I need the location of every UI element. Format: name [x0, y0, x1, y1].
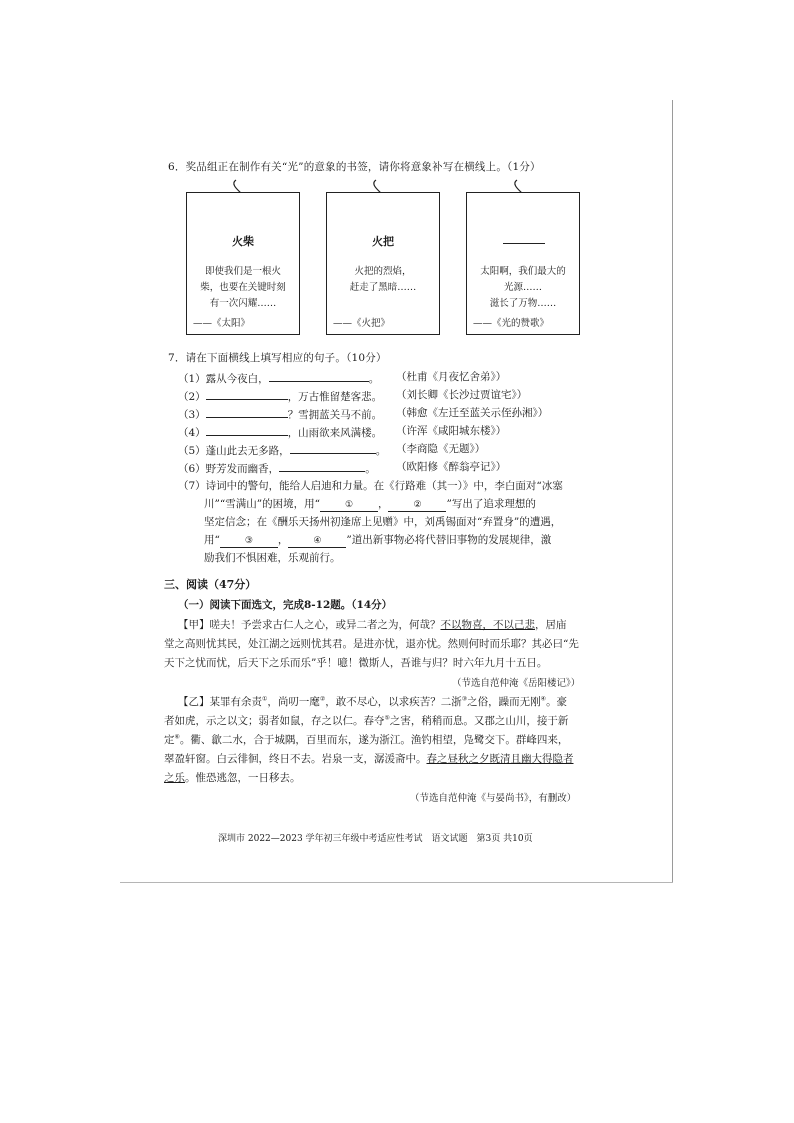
answer-blank[interactable]: [279, 460, 365, 472]
answer-blank[interactable]: [206, 424, 288, 436]
card-line: 滋长了万物……: [489, 298, 557, 309]
passage-text: 之俗，躁而无刚: [467, 696, 541, 708]
item-source: （刘长卿《长沙过贾谊宅》）: [396, 389, 528, 401]
item-text: （4）: [178, 427, 206, 439]
footnote-mark: ④: [540, 695, 547, 703]
passage-text: 。豪: [546, 696, 568, 708]
passage-text: ，居庙: [535, 619, 567, 631]
card-line: 太阳啊，我们最大的: [480, 266, 566, 277]
section-title: 三、阅读（47分）: [164, 578, 257, 591]
card-line: 即使我们是一根火: [204, 266, 281, 277]
item-text: ，山雨欲来风满楼。: [287, 427, 383, 439]
card-line: 赶走了黑暗……: [349, 282, 417, 293]
passage-yi-line: [164, 752, 574, 766]
q7-item7-line: [204, 533, 551, 548]
answer-blank[interactable]: [269, 370, 369, 382]
footnote-mark: ①: [262, 695, 268, 703]
answer-blank[interactable]: [503, 243, 545, 244]
q7-item7-line: （7）诗词中的警句，能给人启迪和力量。在《行路难（其一）》中，李白面对“冰塞: [178, 480, 563, 492]
q7-item: [178, 460, 376, 476]
passage-text: ，敢不尽心，以求疾苦？二浙: [325, 696, 462, 708]
section-subtitle: （一）阅读下面选文，完成8-12题。（14分）: [178, 599, 393, 611]
item-text: 。: [368, 373, 380, 385]
footnote-mark: ⑥: [174, 733, 180, 741]
card-source: ——《光的赞歌》: [473, 318, 550, 329]
card-title: 火柴: [232, 235, 254, 248]
passage-text: 。衢、歙二水，合于城隅，百里而东，遂为浙江。渔钓相望，凫鹭交下。群峰四来，: [179, 734, 569, 746]
footnote-mark: ⑤: [384, 714, 390, 722]
q7-item: [178, 388, 382, 404]
item-source: （李商隐《无题》）: [396, 443, 486, 455]
answer-blank[interactable]: ③: [220, 536, 278, 548]
answer-blank[interactable]: [206, 388, 288, 400]
q7-item7-line: 励我们不惧困难，乐观前行。: [204, 552, 341, 564]
item-text: （5）蓬山此去无多路，: [178, 445, 290, 457]
passage-text: 【甲】嗟夫！予尝求古仁人之心，或异二者之为，何哉？: [178, 619, 441, 631]
bookmark-card: [466, 192, 580, 335]
card-line: 有一次闪耀……: [209, 298, 277, 309]
card-source: ——《火把》: [333, 318, 391, 329]
item-text: 。: [365, 463, 376, 475]
passage-jia-line: 堂之高则忧其民，处江湖之远则忧其君。是进亦忧，退亦忧。然则何时而乐耶？其必曰“先: [164, 638, 579, 650]
card-title: 火把: [372, 235, 394, 248]
answer-blank[interactable]: ①: [320, 500, 378, 512]
item-text: ，: [277, 534, 289, 546]
bookmark-card: [186, 192, 300, 335]
passage-text: ，尚叨一麾: [267, 696, 320, 708]
item-source: （杜甫《月夜忆舍弟》）: [396, 371, 507, 383]
answer-blank[interactable]: [290, 442, 376, 454]
passage-yi-line: [164, 733, 568, 747]
passage-text: 。惟恐逃忽，一日移去。: [185, 772, 301, 784]
item-text: ？雪拥蓝关马不前。: [287, 409, 383, 421]
item-text: 。: [375, 445, 387, 457]
item-text: （3）: [178, 409, 206, 421]
item-text: 用“: [204, 534, 220, 546]
passage-source: （节选自范仲淹《岳阳楼记》）: [452, 678, 581, 689]
q7-item: [178, 424, 382, 440]
item-source: （韩愈《左迁至蓝关示侄孙湘》）: [396, 407, 549, 419]
passage-text: 【乙】某罪有余责: [178, 696, 262, 708]
card-line: 光源……: [503, 282, 542, 293]
item-text: ，: [377, 498, 389, 510]
underlined-text: 不以物喜，不以己悲: [440, 619, 535, 631]
card-source: ——《太阳》: [193, 318, 251, 329]
q7-item7-line: [204, 497, 536, 512]
item-text: （1）露从今夜白，: [178, 373, 269, 385]
underlined-text: 之乐: [164, 772, 185, 784]
item-text: （2）: [178, 391, 206, 403]
passage-yi-line: [164, 771, 301, 785]
answer-blank[interactable]: ④: [288, 536, 346, 548]
item-text: ”写出了追求理想的: [446, 498, 536, 510]
item-text: 川”“雪满山”的困境，用“: [204, 498, 320, 510]
footnote-mark: ②: [319, 695, 326, 703]
q7-item: [178, 406, 382, 422]
card-line: 火把的烈焰，: [354, 266, 412, 277]
card-line: 柴，也要在关键时刻: [200, 282, 286, 293]
page-footer: 深圳市 2022—2023 学年初三年级中考适应性考试 语文试题 第3页 共10页: [218, 834, 533, 844]
item-source: （许浑《咸阳城东楼》）: [396, 425, 507, 437]
bookmark-card: [326, 192, 440, 335]
passage-text: 定: [164, 734, 175, 746]
item-text: （6）野芳发而幽香，: [178, 463, 280, 475]
passage-jia-line: 天下之忧而忧，后天下之乐而乐”乎！噫！微斯人，吾谁与归？时六年九月十五日。: [164, 657, 548, 669]
item-text: ，万古惟留楚客悲。: [287, 391, 383, 403]
q7-prompt: 7．请在下面横线上填写相应的句子。（10分）: [168, 352, 387, 364]
item-text: ”道出新事物必将代替旧事物的发展规律，激: [346, 534, 552, 546]
q7-item: [178, 442, 386, 458]
q6-prompt: 6．奖品组正在制作有关“光”的意象的书签，请你将意象补写在横线上。（1分）: [168, 161, 541, 173]
q7-item: [178, 370, 379, 386]
answer-blank[interactable]: ②: [388, 500, 446, 512]
passage-text: 翠盈轩窗。白云徘徊，终日不去。岩泉一支，潺湲斋中。: [164, 753, 427, 765]
item-source: （欧阳修《醉翁亭记》）: [396, 461, 507, 473]
q7-item7-line: 坚定信念；在《酬乐天扬州初逢席上见赠》中，刘禹锡面对“弃置身”的遭遇，: [204, 516, 562, 528]
passage-source: （节选自范仲淹《与晏尚书》，有删改）: [410, 793, 577, 804]
passage-text: 之害，稍稍而息。又郡之山川，接于新: [389, 715, 569, 727]
passage-jia-line: [178, 618, 567, 632]
passage-yi-line: [178, 695, 567, 709]
underlined-text: 春之昼秋之夕既清且幽大得隐者: [426, 753, 574, 765]
passage-yi-line: [164, 714, 568, 728]
answer-blank[interactable]: [206, 406, 288, 418]
passage-text: 者如虎，示之以文；弱者如鼠，存之以仁。春夺: [164, 715, 385, 727]
footnote-mark: ③: [461, 695, 468, 703]
